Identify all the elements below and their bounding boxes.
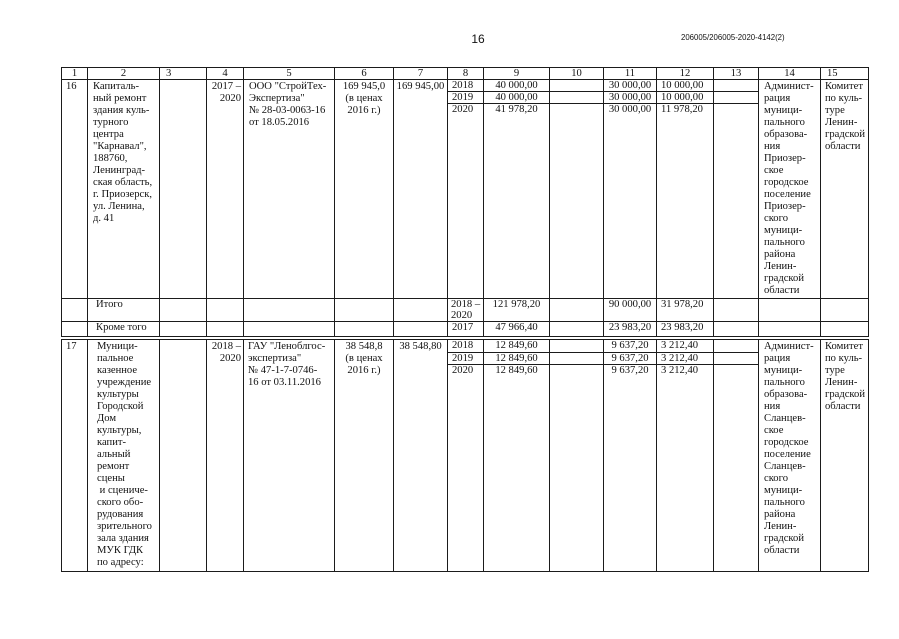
row-16-coordinator: Комитет по куль- туре Ленин- градской области <box>820 79 869 299</box>
row-16-col7-value: 169 945,00 <box>393 79 448 299</box>
row-17-2018-col12: 3 212,40 <box>656 339 714 353</box>
extra-row-col12: 23 983,20 <box>656 321 714 337</box>
header-cell-4: 4 <box>206 67 244 80</box>
header-cell-14: 14 <box>758 67 821 80</box>
extra-row-col7-empty <box>393 321 448 337</box>
header-cell-3: 3 <box>159 67 207 80</box>
row-16-2020-col10-empty <box>549 103 604 299</box>
row-17-2020-col9: 12 849,60 <box>483 364 550 572</box>
row-16-estimated-cost: 169 945,0 (в ценах 2016 г.) <box>334 79 394 299</box>
header-cell-6: 6 <box>334 67 394 80</box>
row-17-2019-col9: 12 849,60 <box>483 352 550 365</box>
extra-row-col4-empty <box>206 321 244 337</box>
total-row-col5-empty <box>243 298 335 322</box>
row-16-col3-empty <box>159 79 207 299</box>
extra-row-col15-empty <box>820 321 869 337</box>
row-16-2019-col11: 30 000,00 <box>603 91 657 104</box>
header-cell-7: 7 <box>393 67 448 80</box>
header-cell-8: 8 <box>447 67 484 80</box>
total-row-col13-empty <box>713 298 759 322</box>
header-cell-1: 1 <box>61 67 88 80</box>
page-number: 16 <box>471 32 485 46</box>
row-16-object-name: Капиталь- ный ремонт здания куль- турного центра "Карнавал", 188760, Ленинград- ская область, г. Приозерск, ул. Ленина, д. 41 <box>87 79 160 299</box>
row-17-2018-col9: 12 849,60 <box>483 339 550 353</box>
row-17-estimated-cost: 38 548,8 (в ценах 2016 г.) <box>334 339 394 572</box>
row-16-2018-col12: 10 000,00 <box>656 79 714 92</box>
total-row-col9: 121 978,20 <box>483 298 550 322</box>
row-17-2018-col13-empty <box>713 339 759 353</box>
row-16-2020-col13-empty <box>713 103 759 299</box>
row-17-2019-col12: 3 212,40 <box>656 352 714 365</box>
extra-row-year: 2017 <box>447 321 484 337</box>
row-17-period: 2018 – 2020 <box>206 339 244 572</box>
row-17-year-2019: 2019 <box>447 352 484 365</box>
row-17-2020-col10-empty <box>549 364 604 572</box>
total-row-col6-empty <box>334 298 394 322</box>
row-17-coordinator: Комитет по куль- туре Ленин- градской области <box>820 339 869 572</box>
row-17-year-2020: 2020 <box>447 364 484 572</box>
row-17-col7-value: 38 548,80 <box>393 339 448 572</box>
row-16-year-2018: 2018 <box>447 79 484 92</box>
row-17-year-2018: 2018 <box>447 339 484 353</box>
header-cell-2: 2 <box>87 67 160 80</box>
row-16-year-2020: 2020 <box>447 103 484 299</box>
total-row-col10-empty <box>549 298 604 322</box>
row-17-2018-col11: 9 637,20 <box>603 339 657 353</box>
row-16-2020-col9: 41 978,20 <box>483 103 550 299</box>
total-row-col12: 31 978,20 <box>656 298 714 322</box>
extra-row-col1-empty <box>61 321 88 337</box>
row-16-2018-col11: 30 000,00 <box>603 79 657 92</box>
row-16-2018-col9: 40 000,00 <box>483 79 550 92</box>
row-16-expertise: ООО "СтройТех- Экспертиза" № 28-03-0063-16 от 18.05.2016 <box>243 79 335 299</box>
extra-row-col11: 23 983,20 <box>603 321 657 337</box>
extra-row-col13-empty <box>713 321 759 337</box>
extra-row-col14-empty <box>758 321 821 337</box>
extra-row-col6-empty <box>334 321 394 337</box>
document-code: 206005/206005-2020-4142(2) <box>681 33 785 42</box>
row-16-year-2019: 2019 <box>447 91 484 104</box>
row-17-2019-col11: 9 637,20 <box>603 352 657 365</box>
row-16-2019-col12: 10 000,00 <box>656 91 714 104</box>
row-17-2020-col12: 3 212,40 <box>656 364 714 572</box>
total-row-col15-empty <box>820 298 869 322</box>
header-cell-11: 11 <box>603 67 657 80</box>
row-17-2018-col10-empty <box>549 339 604 353</box>
extra-row-col3-empty <box>159 321 207 337</box>
header-cell-15: 15 <box>820 67 869 80</box>
row-16-customer: Админист- рация муници- пального образова- ния Приозер- ское городское поселение Приозер- ского муници- пального района Ленин- градской области <box>758 79 821 299</box>
header-cell-13: 13 <box>713 67 759 80</box>
extra-row-label: Кроме того <box>87 321 160 337</box>
header-cell-5: 5 <box>243 67 335 80</box>
row-17-expertise: ГАУ "Леноблгос- экспертиза" № 47-1-7-0746- 16 от 03.11.2016 <box>243 339 335 572</box>
row-16-period: 2017 – 2020 <box>206 79 244 299</box>
extra-row-col5-empty <box>243 321 335 337</box>
row-16-number: 16 <box>61 79 88 299</box>
total-row-col14-empty <box>758 298 821 322</box>
row-17-2020-col13-empty <box>713 364 759 572</box>
row-16-2020-col12: 11 978,20 <box>656 103 714 299</box>
extra-row-col10-empty <box>549 321 604 337</box>
total-row-col1-empty <box>61 298 88 322</box>
header-cell-9: 9 <box>483 67 550 80</box>
row-16-2020-col11: 30 000,00 <box>603 103 657 299</box>
row-17-col3-empty <box>159 339 207 572</box>
row-17-number: 17 <box>61 339 88 572</box>
header-cell-10: 10 <box>549 67 604 80</box>
row-17-object-name: Муници- пальное казенное учреждение культуры Городской Дом культуры, капит- альный ремонт сцены и сцениче- ского обо- рудования зрительного зала здания МУК ГДК по адресу: <box>87 339 160 572</box>
total-row-col11: 90 000,00 <box>603 298 657 322</box>
row-17-2020-col11: 9 637,20 <box>603 364 657 572</box>
total-row-col4-empty <box>206 298 244 322</box>
total-row-period: 2018 – 2020 <box>447 298 484 322</box>
total-row-col3-empty <box>159 298 207 322</box>
row-17-customer: Админист- рация муници- пального образова- ния Сланцев- ское городское поселение Сланцев- ского муници- пального района Ленин- градской области <box>758 339 821 572</box>
total-row-col7-empty <box>393 298 448 322</box>
total-row-label: Итого <box>87 298 160 322</box>
extra-row-col9: 47 966,40 <box>483 321 550 337</box>
header-cell-12: 12 <box>656 67 714 80</box>
row-16-2019-col9: 40 000,00 <box>483 91 550 104</box>
